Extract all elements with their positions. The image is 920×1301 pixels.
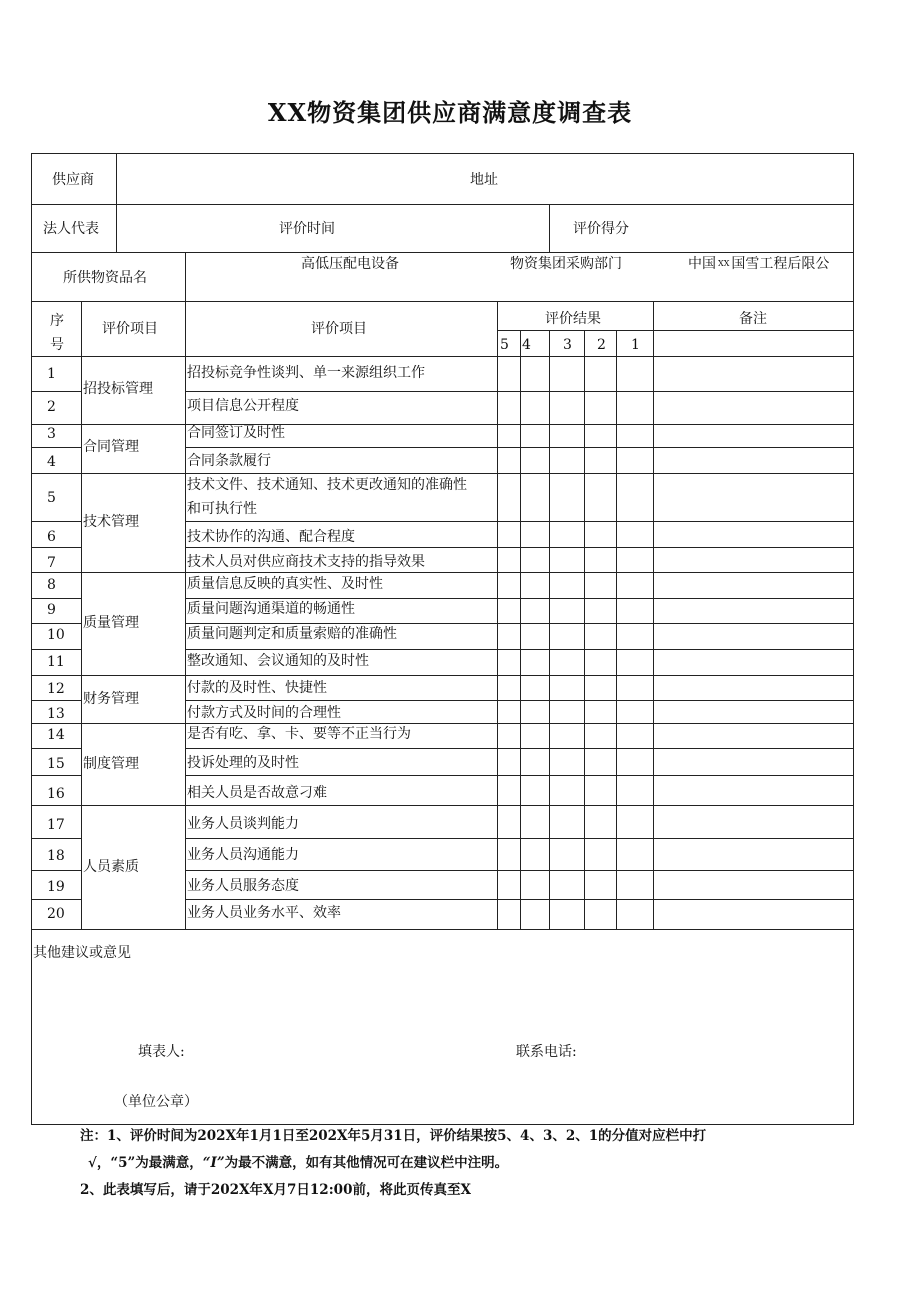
table-rule (31, 623, 81, 624)
score-2-header: 2 (597, 337, 606, 353)
row-item: 业务人员服务态度 (187, 878, 299, 894)
table-rule (31, 424, 854, 425)
note-line-2a: √，“5”为最满意， (88, 1155, 203, 1171)
table-rule (31, 391, 81, 392)
table-rule (31, 547, 81, 548)
category-finance: 财务管理 (83, 691, 139, 707)
row-no: 1 (47, 366, 56, 382)
company-value (688, 256, 829, 272)
category-bidding: 招投标管理 (83, 381, 153, 397)
row-no: 16 (47, 786, 65, 802)
item-header: 评价项目 (311, 321, 367, 337)
table-rule (31, 598, 81, 599)
score-4-header: 4 (522, 337, 531, 353)
result-header: 评价结果 (545, 311, 601, 327)
table-rule (584, 330, 585, 929)
supplied-goods-label: 所供物资品名 (63, 270, 147, 286)
table-rule (116, 153, 117, 252)
table-rule (653, 301, 654, 929)
note-line-2b: “I” (202, 1155, 225, 1171)
row-no: 17 (47, 817, 65, 833)
row-no: 4 (47, 454, 56, 470)
company-xx: XX (718, 259, 730, 268)
row-no: 14 (47, 727, 65, 743)
table-rule (31, 748, 81, 749)
seq-header-top: 序 (50, 313, 64, 329)
table-rule (31, 521, 81, 522)
page-title: XX物资集团供应商满意度调查表 (267, 98, 633, 127)
address-label: 地址 (470, 172, 498, 188)
row-item: 项目信息公开程度 (187, 398, 299, 414)
supplier-label: 供应商 (52, 172, 94, 188)
table-rule (31, 447, 81, 448)
note-line-2 (88, 1154, 508, 1172)
row-item-continued: 和可执行性 (187, 501, 257, 517)
note-line-1: 注：1、评价时间为202X年1月1日至202X年5月31日，评价结果按5、4、3、2、1的分值对应栏中打 (80, 1128, 707, 1144)
row-item: 业务人员沟通能力 (187, 847, 299, 863)
table-rule (520, 330, 521, 929)
row-no: 12 (47, 681, 65, 697)
phone-label: 联系电话: (516, 1044, 577, 1060)
table-rule (31, 473, 854, 474)
table-rule (31, 301, 854, 302)
category-quality: 质量管理 (83, 615, 139, 631)
table-rule (31, 838, 81, 839)
table-rule (31, 775, 81, 776)
table-rule (549, 204, 550, 252)
row-no: 3 (47, 426, 56, 442)
row-item: 相关人员是否故意刁难 (187, 785, 327, 801)
row-item: 整改通知、会议通知的及时性 (187, 653, 369, 669)
table-rule (31, 899, 81, 900)
table-rule (31, 649, 81, 650)
table-rule (31, 252, 854, 253)
table-rule (31, 805, 854, 806)
row-no: 8 (47, 577, 56, 593)
row-no: 11 (47, 654, 65, 670)
row-item: 质量问题沟通渠道的畅通性 (187, 601, 355, 617)
row-item: 合同签订及时性 (187, 425, 285, 441)
table-rule (549, 330, 550, 929)
row-item: 付款的及时性、快捷性 (187, 680, 327, 696)
row-no: 9 (47, 602, 56, 618)
table-border-right (853, 153, 854, 1124)
row-no: 20 (47, 906, 65, 922)
row-no: 2 (47, 399, 56, 415)
table-border-left (31, 153, 32, 1124)
table-rule (31, 700, 81, 701)
row-item: 是否有吃、拿、卡、要等不正当行为 (187, 726, 411, 742)
category-contract: 合同管理 (83, 439, 139, 455)
row-item: 合同条款履行 (187, 453, 271, 469)
row-no: 6 (47, 529, 56, 545)
row-item: 业务人员谈判能力 (187, 816, 299, 832)
row-item: 招投标竞争性谈判、单一来源组织工作 (187, 365, 425, 381)
category-header: 评价项目 (102, 321, 158, 337)
table-rule (31, 356, 854, 357)
goods-value: 高低压配电设备 (301, 256, 399, 272)
score-1-header: 1 (631, 337, 640, 353)
note-line-2c: 为最不满意，如有其他情况可在建议栏中注明。 (224, 1155, 509, 1171)
table-rule (31, 204, 854, 205)
filler-label: 填表人: (138, 1044, 185, 1060)
row-no: 19 (47, 879, 65, 895)
row-no: 10 (47, 627, 65, 643)
table-rule (31, 572, 854, 573)
category-technical: 技术管理 (83, 514, 139, 530)
row-no: 18 (47, 848, 65, 864)
row-no: 7 (47, 555, 56, 571)
category-system: 制度管理 (83, 756, 139, 772)
table-rule (31, 723, 854, 724)
table-rule (497, 330, 854, 331)
score-5-header: 5 (500, 337, 509, 353)
table-rule (31, 870, 81, 871)
row-item: 质量问题判定和质量索赔的准确性 (187, 626, 397, 642)
table-rule (81, 301, 82, 929)
eval-time-label: 评价时间 (279, 221, 335, 237)
row-item: 技术协作的沟通、配合程度 (187, 529, 355, 545)
suggestions-label: 其他建议或意见 (33, 945, 131, 961)
eval-score-label: 评价得分 (573, 221, 629, 237)
table-border-top (31, 153, 854, 154)
table-rule (31, 929, 854, 930)
row-item: 投诉处理的及时性 (187, 755, 299, 771)
row-no: 13 (47, 706, 65, 722)
table-border-bottom (31, 1124, 854, 1125)
row-no: 15 (47, 756, 65, 772)
seal-label: （单位公章） (114, 1094, 198, 1110)
row-item: 质量信息反映的真实性、及时性 (187, 576, 383, 592)
row-no: 5 (47, 490, 56, 506)
note-line-3: 2、此表填写后，请于202X年X月7日12:00前，将此页传真至X (80, 1182, 471, 1198)
company-prefix: 中国 (688, 256, 716, 272)
score-3-header: 3 (563, 337, 572, 353)
seq-header-bottom: 号 (50, 337, 64, 353)
table-rule (185, 252, 186, 929)
table-rule (616, 330, 617, 929)
category-staff: 人员素质 (83, 859, 139, 875)
table-rule (497, 301, 498, 929)
legal-rep-label: 法人代表 (43, 221, 99, 237)
row-item: 付款方式及时间的合理性 (187, 705, 341, 721)
row-item: 技术文件、技术通知、技术更改通知的准确性 (187, 477, 467, 493)
row-item: 技术人员对供应商技术支持的指导效果 (187, 554, 425, 570)
table-rule (31, 675, 854, 676)
remarks-header: 备注 (739, 311, 767, 327)
dept-value: 物资集团采购部门 (510, 256, 622, 272)
row-item: 业务人员业务水平、效率 (187, 905, 341, 921)
company-suffix: 国雪工程后限公 (731, 256, 830, 272)
